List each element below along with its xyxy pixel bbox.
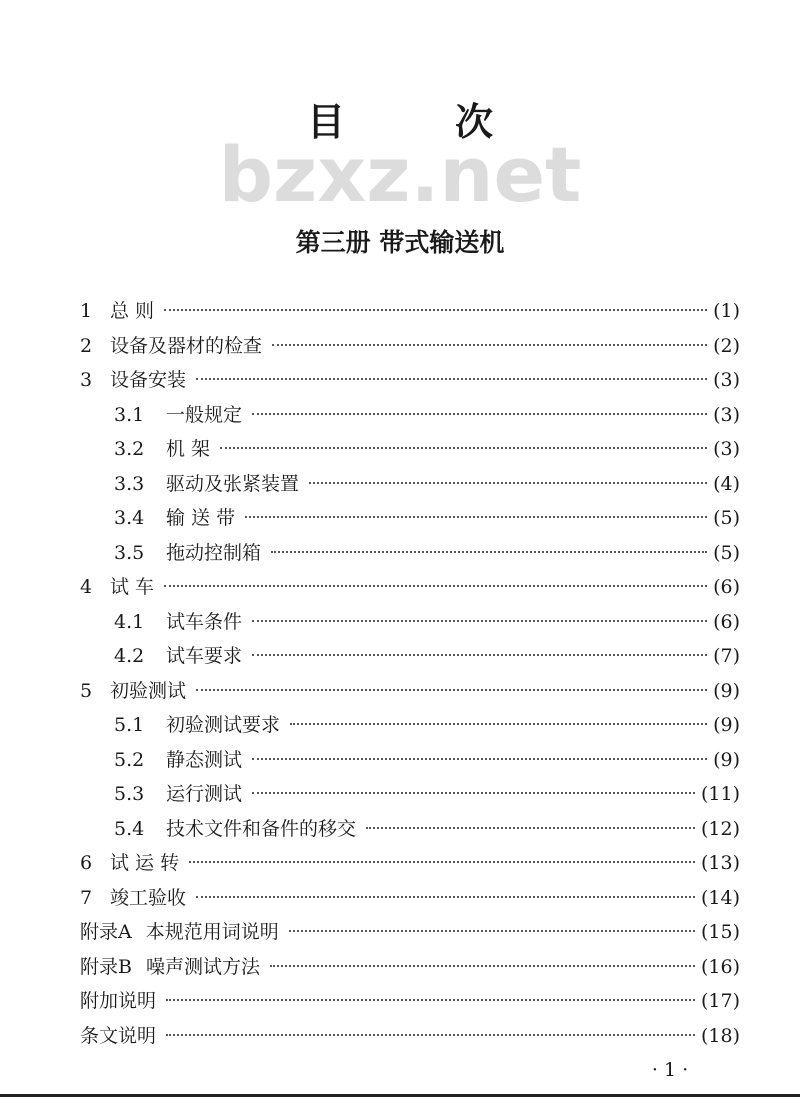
toc-entry-page: (5)	[713, 541, 740, 564]
toc-entry	[80, 536, 740, 571]
toc-entry-number: 4.2	[114, 645, 145, 667]
toc-leader-dots	[252, 654, 707, 656]
toc-leader-dots	[166, 1034, 695, 1036]
toc-entry	[80, 881, 740, 916]
toc-entry-title: 噪声测试方法	[145, 955, 260, 978]
toc-entry	[80, 639, 740, 674]
toc-entry-page: (9)	[713, 679, 740, 702]
toc-leader-dots	[196, 689, 707, 691]
toc-entry-number: 5.3	[114, 783, 145, 805]
toc-entry-title: 运行测试	[166, 783, 243, 805]
toc-entry-number: 5.1	[114, 714, 145, 736]
toc-entry-title: 试 车	[110, 576, 155, 598]
toc-entry-page: (2)	[713, 334, 740, 357]
toc-entry-title: 试车条件	[166, 610, 243, 633]
toc-entry	[80, 605, 740, 640]
volume-subtitle: 第三册 带式输送机	[295, 228, 505, 257]
toc-leader-dots	[252, 792, 695, 794]
toc-leader-dots	[366, 827, 695, 829]
toc-leader-dots	[270, 965, 695, 967]
toc-entry-page: (6)	[713, 576, 740, 598]
table-of-contents	[80, 294, 740, 1053]
toc-entry	[80, 846, 740, 881]
toc-entry-number: 4.1	[114, 610, 145, 633]
toc-leader-dots	[290, 723, 707, 725]
toc-entry-title: 本规范用词说明	[145, 921, 279, 943]
toc-entry	[80, 467, 740, 502]
toc-entry-page: (11)	[700, 783, 740, 805]
toc-entry-page: (4)	[713, 472, 740, 495]
toc-entry-number: 3	[80, 369, 93, 391]
toc-entry-title: 条文说明	[80, 1024, 157, 1047]
toc-entry-page: (3)	[713, 369, 740, 391]
toc-entry-title: 设备及器材的检查	[110, 334, 263, 357]
toc-entry	[80, 708, 740, 743]
toc-leader-dots	[196, 378, 707, 380]
toc-leader-dots	[164, 585, 707, 587]
toc-entry	[80, 501, 740, 536]
toc-entry-title: 总 则	[110, 300, 155, 322]
toc-entry-page: (9)	[713, 748, 740, 771]
toc-entry-number: 3.5	[114, 541, 145, 564]
toc-entry-number: 4	[80, 576, 93, 598]
toc-entry	[80, 329, 740, 364]
toc-leader-dots	[196, 896, 695, 898]
toc-entry-number: 3.2	[114, 438, 145, 460]
toc-entry-title: 初验测试	[110, 679, 187, 702]
toc-entry-page: (5)	[713, 507, 740, 529]
page-number: · 1 ·	[651, 1059, 689, 1081]
toc-entry-number: 7	[80, 886, 93, 909]
toc-leader-dots	[220, 447, 707, 449]
toc-entry	[80, 915, 740, 950]
toc-entry-page: (7)	[713, 645, 740, 667]
toc-entry-page: (18)	[700, 1024, 740, 1047]
toc-entry-number: 1	[80, 300, 93, 322]
toc-leader-dots	[309, 482, 707, 484]
toc-entry-title: 设备安装	[110, 369, 187, 391]
toc-entry-page: (14)	[700, 886, 740, 909]
toc-entry-title: 一般规定	[166, 403, 243, 426]
toc-entry-title: 试车要求	[166, 645, 243, 667]
toc-entry-page: (12)	[700, 817, 740, 840]
toc-entry-number: 6	[80, 852, 93, 874]
toc-entry-page: (15)	[700, 921, 740, 943]
toc-leader-dots	[245, 516, 707, 518]
toc-entry-page: (3)	[713, 438, 740, 460]
toc-leader-dots	[272, 344, 707, 346]
toc-leader-dots	[252, 413, 707, 415]
toc-entry	[80, 950, 740, 985]
toc-entry-title: 机 架	[166, 438, 211, 460]
toc-entry	[80, 294, 740, 329]
toc-entry-title: 试 运 转	[110, 852, 180, 874]
toc-entry	[80, 432, 740, 467]
toc-entry-title: 输 送 带	[166, 507, 236, 529]
toc-entry	[80, 812, 740, 847]
toc-entry-number: 5.4	[114, 817, 145, 840]
toc-entry-number: 3.3	[114, 472, 145, 495]
toc-entry-number: 2	[80, 334, 93, 357]
toc-leader-dots	[189, 861, 695, 863]
toc-entry-page: (13)	[700, 852, 740, 874]
toc-entry-title: 附加说明	[80, 990, 157, 1012]
toc-entry	[80, 777, 740, 812]
toc-entry-number: 附录B	[80, 955, 132, 978]
toc-leader-dots	[164, 309, 707, 311]
toc-entry	[80, 674, 740, 709]
watermark: bzxz.net	[218, 130, 582, 219]
toc-leader-dots	[252, 758, 707, 760]
toc-entry-title: 竣工验收	[110, 886, 187, 909]
toc-entry-page: (9)	[713, 714, 740, 736]
toc-entry-page: (1)	[713, 300, 740, 322]
toc-entry-number: 3.1	[114, 403, 145, 426]
toc-entry-number: 附录A	[80, 921, 132, 943]
toc-entry	[80, 743, 740, 778]
toc-entry-number: 5	[80, 679, 93, 702]
toc-entry-title: 初验测试要求	[166, 714, 281, 736]
page-title: 目次	[306, 100, 603, 144]
toc-entry-title: 静态测试	[166, 748, 243, 771]
toc-entry	[80, 984, 740, 1019]
bottom-rule	[0, 1094, 800, 1097]
toc-entry-page: (17)	[700, 990, 740, 1012]
toc-leader-dots	[252, 620, 707, 622]
toc-entry-title: 拖动控制箱	[166, 541, 262, 564]
toc-entry-page: (6)	[713, 610, 740, 633]
toc-entry	[80, 1019, 740, 1054]
toc-leader-dots	[166, 999, 695, 1001]
toc-entry-title: 驱动及张紧装置	[166, 472, 300, 495]
toc-entry-page: (16)	[700, 955, 740, 978]
toc-entry-page: (3)	[713, 403, 740, 426]
toc-entry-title: 技术文件和备件的移交	[166, 817, 357, 840]
toc-entry	[80, 570, 740, 605]
toc-leader-dots	[271, 551, 707, 553]
toc-entry-number: 5.2	[114, 748, 145, 771]
toc-leader-dots	[289, 930, 695, 932]
toc-entry-number: 3.4	[114, 507, 145, 529]
toc-entry	[80, 363, 740, 398]
toc-entry	[80, 398, 740, 433]
